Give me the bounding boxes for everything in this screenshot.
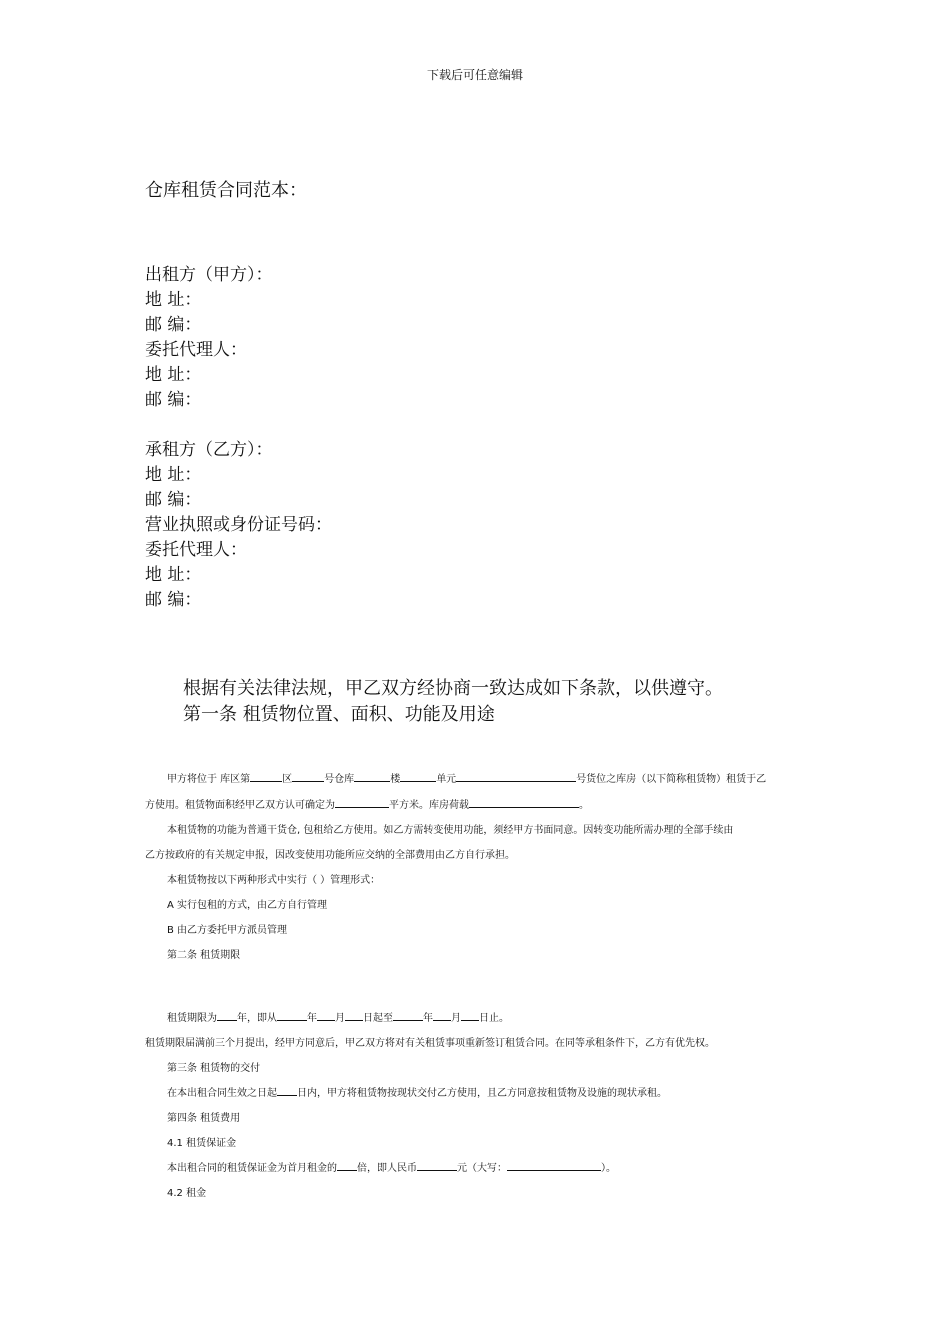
- lessor-block: [145, 263, 273, 413]
- text-segment: 日起至: [363, 1013, 393, 1024]
- section-4-2: 4.2 租金: [167, 1188, 207, 1199]
- article1-paragraph-line2: [145, 796, 589, 811]
- text-segment: 倍，即人民币: [357, 1163, 417, 1174]
- blank-district: [250, 771, 282, 782]
- lessor-address: 地 址：: [145, 290, 202, 310]
- blank-end-year: [393, 1010, 423, 1021]
- text-segment: 年，即从: [237, 1013, 277, 1024]
- lessee-postcode: 邮 编：: [145, 490, 202, 510]
- blank-end-day: [461, 1010, 479, 1021]
- text-segment: 方使用。租赁物面积经甲乙双方认可确定为: [145, 800, 335, 811]
- lessee-address: 地 址：: [145, 465, 202, 485]
- lease-term: [167, 1009, 509, 1024]
- option-a: A 实行包租的方式，由乙方自行管理: [167, 900, 328, 911]
- blank-area: [335, 797, 389, 808]
- lessor-agent: 委托代理人：: [145, 340, 247, 360]
- text-segment: 年: [307, 1013, 317, 1024]
- lessee-agent-address: 地 址：: [145, 565, 202, 585]
- article1-paragraph-line1: [167, 770, 766, 785]
- text-segment: 月: [451, 1013, 461, 1024]
- function-paragraph-line1: 本租赁物的功能为普通干货仓, 包租给乙方使用。如乙方需转变使用功能，须经甲方书面同意。因转变功能所需办理的全部手续由: [167, 825, 734, 836]
- text-segment: 号仓库: [324, 774, 355, 785]
- document-title: 仓库租赁合同范本：: [145, 180, 307, 201]
- lessee-agent-postcode: 邮 编：: [145, 590, 202, 610]
- blank-warehouse: [292, 771, 324, 782]
- option-b: B 由乙方委托甲方派员管理: [167, 925, 288, 936]
- blank-slot: [456, 771, 576, 782]
- page-header: 下载后可任意编辑: [426, 68, 523, 82]
- blank-floor: [354, 771, 390, 782]
- text-segment: 。: [579, 800, 589, 811]
- article2-title: 第二条 租赁期限: [167, 950, 241, 961]
- text-segment: 元（大写：: [457, 1163, 507, 1174]
- lessee-license: 营业执照或身份证号码：: [145, 515, 332, 535]
- lessor-agent-postcode: 邮 编：: [145, 390, 202, 410]
- text-segment: ）。: [601, 1163, 616, 1174]
- article3-title: 第三条 租赁物的交付: [167, 1063, 261, 1074]
- blank-years: [217, 1010, 237, 1021]
- blank-unit: [400, 771, 436, 782]
- text-segment: 楼: [390, 774, 401, 785]
- text-segment: 租赁期限为: [167, 1013, 217, 1024]
- text-segment: 日内，甲方将租赁物按现状交付乙方使用，且乙方同意按租赁物及设施的现状承租。: [297, 1088, 667, 1099]
- deposit-clause: [167, 1159, 616, 1174]
- lessee-block: [145, 438, 332, 613]
- text-segment: 平方米。库房荷载: [389, 800, 469, 811]
- lessor-postcode: 邮 编：: [145, 315, 202, 335]
- delivery-clause: [167, 1084, 667, 1099]
- blank-amount: [417, 1160, 457, 1171]
- function-paragraph-line2: 乙方按政府的有关规定申报，因改变使用功能所应交纳的全部费用由乙方自行承担。: [145, 850, 515, 861]
- text-segment: 甲方将位于 库区第: [167, 774, 251, 785]
- blank-start-year: [277, 1010, 307, 1021]
- text-segment: 本出租合同的租赁保证金为首月租金的: [167, 1163, 337, 1174]
- lessor-agent-address: 地 址：: [145, 365, 202, 385]
- blank-days: [277, 1085, 297, 1096]
- article1-title: 第一条 租赁物位置、面积、功能及用途: [183, 704, 495, 725]
- lessor-label: 出租方（甲方）：: [145, 265, 273, 285]
- intro-paragraph: 根据有关法律法规，甲乙双方经协商一致达成如下条款，以供遵守。: [183, 678, 723, 699]
- text-segment: 号货位之库房（以下简称租赁物）租赁于乙: [576, 774, 767, 785]
- text-segment: 在本出租合同生效之日起: [167, 1088, 277, 1099]
- text-segment: 年: [423, 1013, 433, 1024]
- lessee-label: 承租方（乙方）：: [145, 440, 273, 460]
- blank-start-month: [317, 1010, 335, 1021]
- section-4-1: 4.1 租赁保证金: [167, 1138, 237, 1149]
- lessee-agent: 委托代理人：: [145, 540, 247, 560]
- blank-end-month: [433, 1010, 451, 1021]
- blank-start-day: [345, 1010, 363, 1021]
- text-segment: 月: [335, 1013, 345, 1024]
- management-form: 本租赁物按以下两种形式中实行（ ）管理形式：: [167, 875, 381, 886]
- blank-amount-words: [507, 1160, 601, 1171]
- text-segment: 单元: [436, 774, 457, 785]
- renewal-clause: 租赁期限届满前三个月提出，经甲方同意后，甲乙双方将对有关租赁事项重新签订租赁合同。在同等承租条件下，乙方有优先权。: [145, 1038, 715, 1049]
- text-segment: 日止。: [479, 1013, 509, 1024]
- blank-load: [469, 797, 579, 808]
- article4-title: 第四条 租赁费用: [167, 1113, 241, 1124]
- blank-multiple: [337, 1160, 357, 1171]
- text-segment: 区: [282, 774, 293, 785]
